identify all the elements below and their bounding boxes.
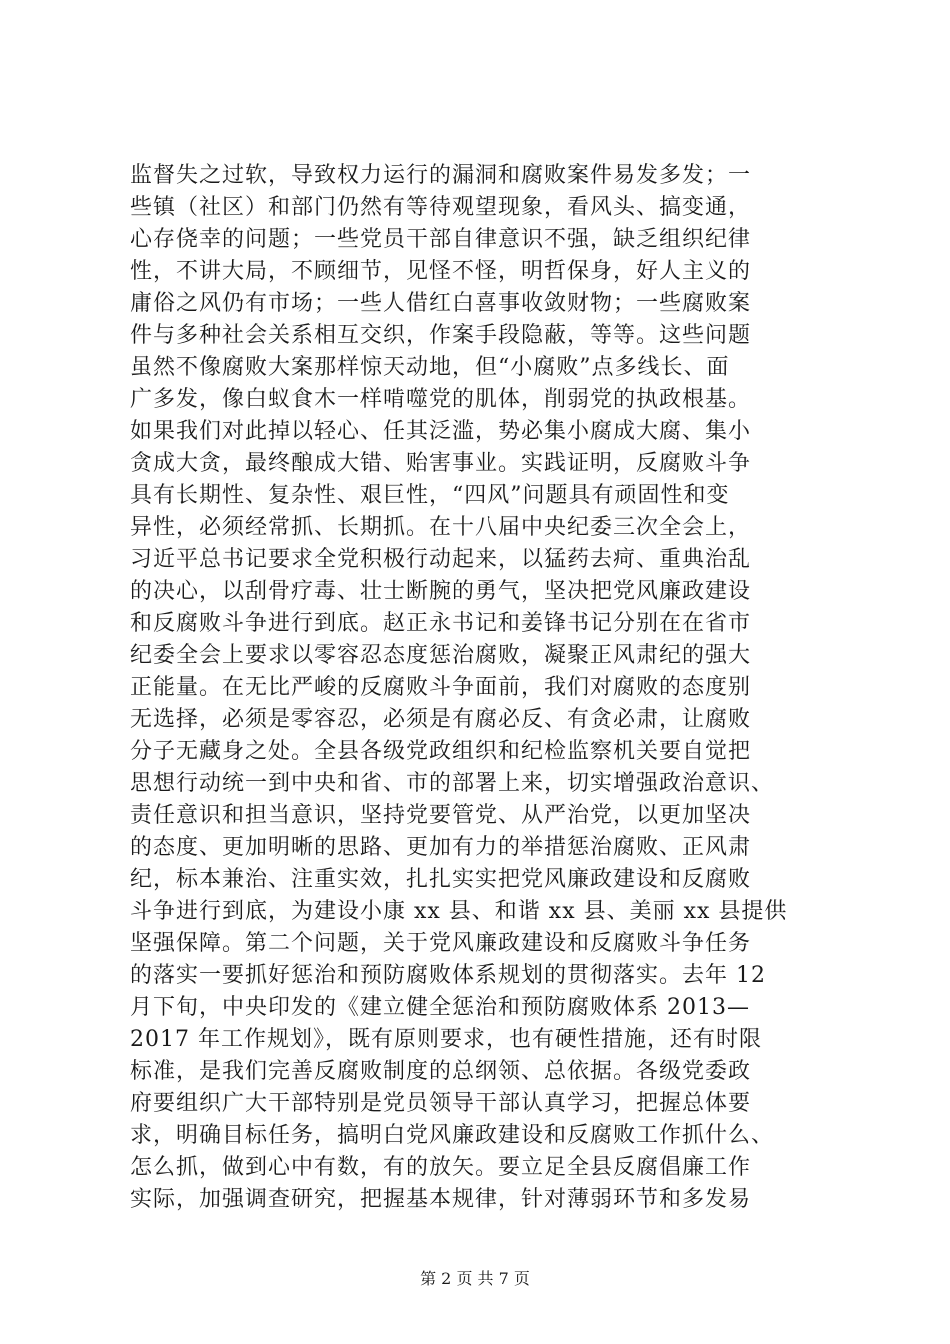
- text-line: 府要组织广大干部特别是党员领导干部认真学习，把握总体要: [130, 1091, 752, 1116]
- text-line: 纪，标本兼治、注重实效，扎扎实实把党风廉政建设和反腐败: [130, 867, 752, 892]
- text-line: 无选择，必须是零容忍，必须是有腐必反、有贪必肃，让腐败: [130, 707, 752, 732]
- text-line: 庸俗之风仍有市场；一些人借红白喜事收敛财物；一些腐败案: [130, 291, 752, 316]
- page-footer: 第 2 页 共 7 页: [420, 1269, 530, 1288]
- text-line: 思想行动统一到中央和省、市的部署上来，切实增强政治意识、: [130, 771, 775, 796]
- text-line: 贪成大贪，最终酿成大错、贻害事业。实践证明，反腐败斗争: [130, 451, 752, 476]
- text-line: 习近平总书记要求全党积极行动起来，以猛药去疴、重典治乱: [130, 547, 752, 572]
- text-line: 监督失之过软，导致权力运行的漏洞和腐败案件易发多发；一: [130, 163, 752, 188]
- text-line: 些镇（社区）和部门仍然有等待观望现象，看风头、搞变通，: [130, 195, 752, 220]
- text-line: 2017 年工作规划》，既有原则要求，也有硬性措施，还有时限: [130, 1027, 762, 1052]
- text-line: 性，不讲大局，不顾细节，见怪不怪，明哲保身，好人主义的: [130, 259, 752, 284]
- text-line: 心存侥幸的问题；一些党员干部自律意识不强，缺乏组织纪律: [130, 227, 752, 252]
- body-text: [130, 160, 830, 1216]
- text-line: 实际，加强调查研究，把握基本规律，针对薄弱环节和多发易: [130, 1187, 752, 1212]
- text-line: 虽然不像腐败大案那样惊天动地，但“小腐败”点多线长、面: [130, 355, 730, 380]
- text-line: 广多发，像白蚁食木一样啃噬党的肌体，削弱党的执政根基。: [130, 387, 752, 412]
- text-line: 坚强保障。第二个问题，关于党风廉政建设和反腐败斗争任务: [130, 931, 752, 956]
- text-line: 具有长期性、复杂性、艰巨性，“四风”问题具有顽固性和变: [130, 483, 730, 508]
- text-line: 异性，必须经常抓、长期抓。在十八届中央纪委三次全会上，: [130, 515, 752, 540]
- text-line: 月下旬，中央印发的《建立健全惩治和预防腐败体系 2013—: [130, 995, 750, 1020]
- text-line: 的落实一要抓好惩治和预防腐败体系规划的贯彻落实。去年 12: [130, 963, 766, 988]
- text-line: 的态度、更加明晰的思路、更加有力的举措惩治腐败、正风肃: [130, 835, 752, 860]
- text-line: 纪委全会上要求以零容忍态度惩治腐败，凝聚正风肃纪的强大: [130, 643, 752, 668]
- text-line: 件与多种社会关系相互交织，作案手段隐蔽，等等。这些问题: [130, 323, 752, 348]
- text-line: 如果我们对此掉以轻心、任其泛滥，势必集小腐成大腐、集小: [130, 419, 752, 444]
- text-line: 的决心，以刮骨疗毒、壮士断腕的勇气，坚决把党风廉政建设: [130, 579, 752, 604]
- text-line: 标准，是我们完善反腐败制度的总纲领、总依据。各级党委政: [130, 1059, 752, 1084]
- text-line: 怎么抓，做到心中有数，有的放矢。要立足全县反腐倡廉工作: [130, 1155, 752, 1180]
- text-line: 责任意识和担当意识，坚持党要管党、从严治党，以更加坚决: [130, 803, 752, 828]
- text-line: 正能量。在无比严峻的反腐败斗争面前，我们对腐败的态度别: [130, 675, 752, 700]
- text-line: 斗争进行到底，为建设小康 xx 县、和谐 xx 县、美丽 xx 县提供: [130, 899, 788, 924]
- text-line: 和反腐败斗争进行到底。赵正永书记和姜锋书记分别在在省市: [130, 611, 752, 636]
- text-line: 分子无藏身之处。全县各级党政组织和纪检监察机关要自觉把: [130, 739, 752, 764]
- text-line: 求，明确目标任务，搞明白党风廉政建设和反腐败工作抓什么、: [130, 1123, 775, 1148]
